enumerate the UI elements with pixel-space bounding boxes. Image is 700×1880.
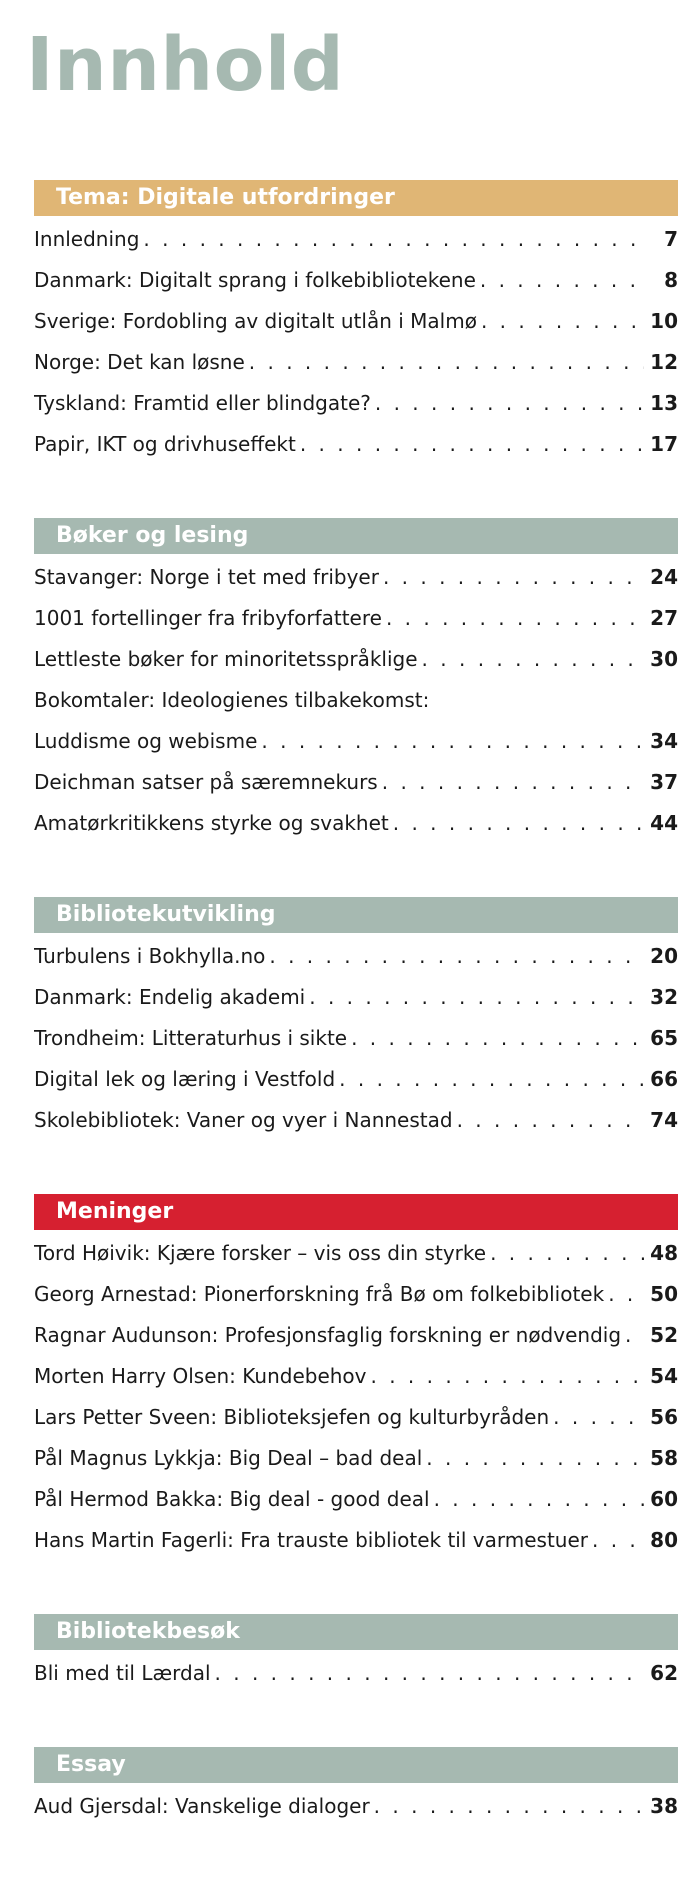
page-number: 8 bbox=[664, 268, 678, 292]
dot-leader bbox=[367, 1356, 645, 1397]
section-heading: Bibliotekbesøk bbox=[34, 1614, 678, 1650]
section-heading: Essay bbox=[34, 1747, 678, 1783]
page-number: 17 bbox=[650, 432, 678, 456]
section-heading: Bøker og lesing bbox=[34, 518, 678, 554]
entry-title: Tyskland: Framtid eller blindgate? bbox=[34, 391, 371, 415]
toc-entry[interactable] bbox=[34, 762, 678, 803]
entry-title: Ragnar Audunson: Profesjonsfaglig forskning er nødvendig bbox=[34, 1323, 622, 1347]
page-number: 44 bbox=[650, 811, 678, 835]
toc-entry[interactable] bbox=[34, 1315, 678, 1356]
toc-entry[interactable] bbox=[34, 383, 678, 424]
page-number: 7 bbox=[664, 227, 678, 251]
entry-title: Bokomtaler: Ideologienes tilbakekomst: bbox=[34, 688, 430, 712]
page-number: 62 bbox=[650, 1661, 678, 1685]
dot-leader bbox=[588, 1520, 644, 1561]
dot-leader bbox=[604, 1274, 644, 1315]
page-number: 24 bbox=[650, 565, 678, 589]
toc-entry[interactable] bbox=[34, 1438, 678, 1479]
toc-entry[interactable] bbox=[34, 1018, 678, 1059]
dot-leader bbox=[418, 639, 645, 680]
entry-title: Aud Gjersdal: Vanskelige dialoger bbox=[34, 1794, 370, 1818]
page-number: 58 bbox=[650, 1446, 678, 1470]
page-number: 10 bbox=[650, 309, 678, 333]
dot-leader bbox=[245, 342, 644, 383]
toc-entry[interactable] bbox=[34, 1786, 678, 1827]
page-number: 56 bbox=[650, 1405, 678, 1429]
section-heading: Bibliotekutvikling bbox=[34, 897, 678, 933]
page-number: 50 bbox=[650, 1282, 678, 1306]
dot-leader bbox=[422, 1438, 644, 1479]
entry-title: Hans Martin Fagerli: Fra trauste bibliotek til varmestuer bbox=[34, 1528, 588, 1552]
page-number: 32 bbox=[650, 985, 678, 1009]
entry-title: Lettleste bøker for minoritetsspråklige bbox=[34, 647, 418, 671]
toc-entry[interactable] bbox=[34, 1059, 678, 1100]
entry-title: Papir, IKT og drivhuseffekt bbox=[34, 432, 296, 456]
entry-title: Danmark: Endelig akademi bbox=[34, 985, 306, 1009]
entry-title: Amatørkritikkens styrke og svakhet bbox=[34, 811, 389, 835]
entry-title: Luddisme og webisme bbox=[34, 729, 258, 753]
dot-leader bbox=[389, 803, 644, 844]
dot-leader bbox=[371, 383, 644, 424]
toc-entry[interactable] bbox=[34, 639, 678, 680]
toc-entry[interactable] bbox=[34, 1520, 678, 1561]
entry-title: Stavanger: Norge i tet med fribyer bbox=[34, 565, 379, 589]
toc-entry[interactable] bbox=[34, 1479, 678, 1520]
entry-title: Pål Hermod Bakka: Big deal - good deal bbox=[34, 1487, 430, 1511]
dot-leader bbox=[370, 1786, 644, 1827]
dot-leader bbox=[139, 219, 648, 260]
dot-leader bbox=[549, 1397, 644, 1438]
dot-leader bbox=[347, 1018, 644, 1059]
toc-entry[interactable] bbox=[34, 1233, 678, 1274]
toc-section bbox=[34, 1747, 678, 1827]
dot-leader bbox=[211, 1653, 645, 1694]
toc-section bbox=[34, 518, 678, 844]
toc-entry[interactable] bbox=[34, 977, 678, 1018]
toc-entry[interactable] bbox=[34, 301, 678, 342]
entry-title: Tord Høivik: Kjære forsker – vis oss din styrke bbox=[34, 1241, 487, 1265]
entry-title: Skolebibliotek: Vaner og vyer i Nannestad bbox=[34, 1108, 453, 1132]
entry-title: Trondheim: Litteraturhus i sikte bbox=[34, 1026, 348, 1050]
entry-title: Deichman satser på særemnekurs bbox=[34, 770, 378, 794]
toc-section bbox=[34, 1614, 678, 1694]
entry-title: Innledning bbox=[34, 227, 140, 251]
entry-title: Pål Magnus Lykkja: Big Deal – bad deal bbox=[34, 1446, 423, 1470]
toc-entry[interactable] bbox=[34, 598, 678, 639]
dot-leader bbox=[296, 424, 644, 465]
page-number: 27 bbox=[650, 606, 678, 630]
dot-leader bbox=[477, 301, 644, 342]
toc-entry[interactable] bbox=[34, 936, 678, 977]
toc-entry[interactable] bbox=[34, 424, 678, 465]
entry-title: Morten Harry Olsen: Kundebehov bbox=[34, 1364, 367, 1388]
page-number: 54 bbox=[650, 1364, 678, 1388]
page-number: 66 bbox=[650, 1067, 678, 1091]
dot-leader bbox=[257, 721, 644, 762]
section-heading: Tema: Digitale utfordringer bbox=[34, 180, 678, 216]
dot-leader bbox=[453, 1100, 645, 1141]
toc-entry[interactable] bbox=[34, 1100, 678, 1141]
entry-title: Sverige: Fordobling av digitalt utlån i Malmø bbox=[34, 309, 477, 333]
dot-leader bbox=[486, 1233, 644, 1274]
toc-section bbox=[34, 1194, 678, 1561]
page-number: 12 bbox=[650, 350, 678, 374]
toc-section bbox=[34, 897, 678, 1141]
page-number: 20 bbox=[650, 944, 678, 968]
dot-leader bbox=[335, 1059, 644, 1100]
toc-entry[interactable] bbox=[34, 219, 678, 260]
entry-title: Bli med til Lærdal bbox=[34, 1661, 211, 1685]
entry-title: Georg Arnestad: Pionerforskning frå Bø om folkebibliotek bbox=[34, 1282, 605, 1306]
page-number: 60 bbox=[650, 1487, 678, 1511]
page-number: 65 bbox=[650, 1026, 678, 1050]
dot-leader bbox=[621, 1315, 644, 1356]
toc-entry[interactable] bbox=[34, 1397, 678, 1438]
page-number: 80 bbox=[650, 1528, 678, 1552]
entry-title: Turbulens i Bokhylla.no bbox=[34, 944, 266, 968]
entry-title: Danmark: Digitalt sprang i folkebibliotekene bbox=[34, 268, 476, 292]
entry-title: Norge: Det kan løsne bbox=[34, 350, 245, 374]
toc-section bbox=[34, 180, 678, 465]
toc-entry[interactable] bbox=[34, 1356, 678, 1397]
toc-entry[interactable] bbox=[34, 557, 678, 598]
toc-entry[interactable] bbox=[34, 721, 678, 762]
dot-leader bbox=[378, 762, 644, 803]
page-number: 52 bbox=[650, 1323, 678, 1347]
section-heading: Meninger bbox=[34, 1194, 678, 1230]
entry-title: Digital lek og læring i Vestfold bbox=[34, 1067, 336, 1091]
table-of-contents bbox=[34, 180, 678, 1880]
page-title: Innhold bbox=[26, 22, 345, 108]
dot-leader bbox=[476, 260, 648, 301]
page-number: 13 bbox=[650, 391, 678, 415]
toc-entry[interactable] bbox=[34, 1653, 678, 1694]
toc-entry[interactable] bbox=[34, 260, 678, 301]
page-number: 38 bbox=[650, 1794, 678, 1818]
page-number: 74 bbox=[650, 1108, 678, 1132]
dot-leader bbox=[430, 1479, 645, 1520]
page-number: 34 bbox=[650, 729, 678, 753]
toc-entry[interactable] bbox=[34, 680, 678, 721]
entry-title: Lars Petter Sveen: Biblioteksjefen og kulturbyråden bbox=[34, 1405, 550, 1429]
page-number: 37 bbox=[650, 770, 678, 794]
toc-entry[interactable] bbox=[34, 342, 678, 383]
toc-entry[interactable] bbox=[34, 1274, 678, 1315]
dot-leader bbox=[379, 557, 644, 598]
entry-title: 1001 fortellinger fra fribyforfattere bbox=[34, 606, 382, 630]
toc-entry[interactable] bbox=[34, 803, 678, 844]
page-number: 48 bbox=[650, 1241, 678, 1265]
page-number: 30 bbox=[650, 647, 678, 671]
dot-leader bbox=[382, 598, 644, 639]
dot-leader bbox=[265, 936, 644, 977]
dot-leader bbox=[305, 977, 644, 1018]
